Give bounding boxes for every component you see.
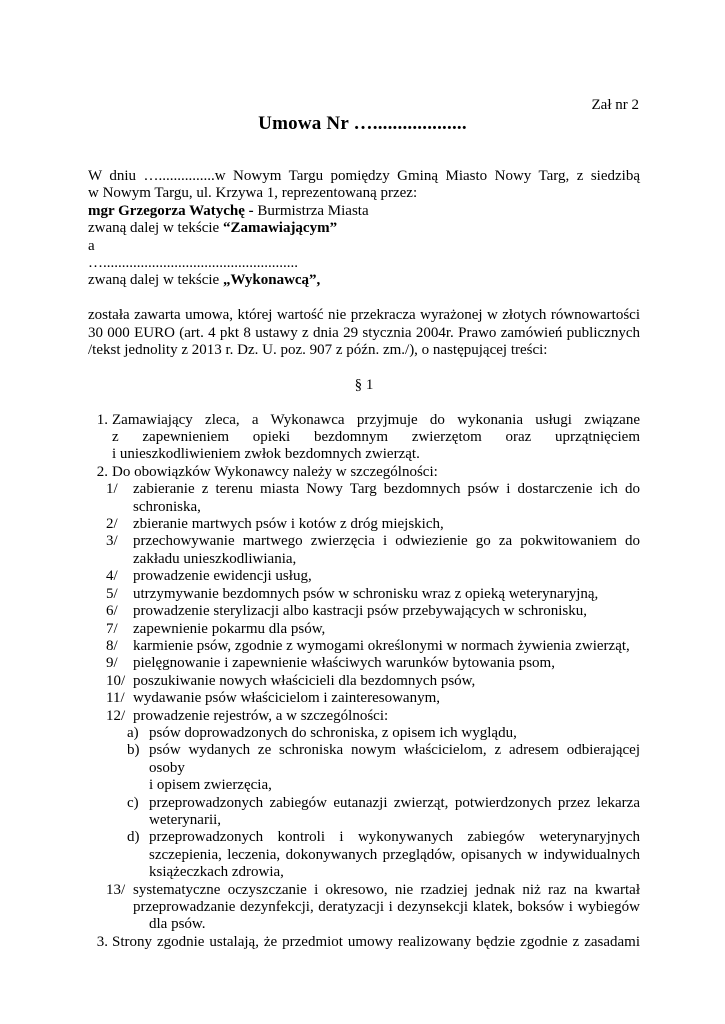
attachment-label: Zał nr 2 xyxy=(591,97,639,113)
list-item xyxy=(88,708,640,725)
paragraph-2-text: Do obowiązków Wykonawcy należy w szczególności: xyxy=(112,463,438,480)
list-item xyxy=(88,603,640,620)
contractor-prefix: zwaną dalej w tekście xyxy=(88,272,223,289)
intro-line-1: W dniu …...............w Nowym Targu pomiędzy Gminą Miasto Nowy Targ, z siedzibą xyxy=(88,168,640,184)
sub-list-item-line: książeczkach zdrowia, xyxy=(149,864,284,881)
list-item-line: zapewnienie pokarmu dla psów, xyxy=(133,620,326,637)
list-item-line: zabieranie z terenu miasta Nowy Targ bezdomnych psów i dostarczenie ich do xyxy=(133,481,640,498)
representative-name: mgr Grzegorza Watychę - xyxy=(88,202,254,219)
parties-block xyxy=(88,168,640,290)
list-item-number: 6/ xyxy=(106,603,118,620)
list-item-line: pielęgnowanie i zapewnienie właściwych warunków bytowania psom, xyxy=(133,655,555,672)
preamble-line-1: została zawarta umowa, której wartość nie przekracza wyrażonej w złotych równowartości xyxy=(88,307,640,324)
paragraph-1-number: 1. xyxy=(96,411,108,428)
list-item xyxy=(88,516,640,533)
list-item xyxy=(88,690,640,707)
paragraph-3 xyxy=(88,934,640,951)
document-body xyxy=(88,168,640,951)
list-item-line: zbieranie martwych psów i kotów z dróg miejskich, xyxy=(133,516,444,533)
sub-list-item-letter: d) xyxy=(127,829,140,846)
paragraph-2-number: 2. xyxy=(96,463,108,480)
list-item-line: prowadzenie rejestrów, a w szczególności: xyxy=(133,707,389,724)
preamble-line-3: /tekst jednolity z 2013 r. Dz. U. poz. 907 z późn. zm./), o następującej treści: xyxy=(88,342,548,359)
list-item-line: prowadzenie ewidencji usług, xyxy=(133,568,312,585)
preamble-block xyxy=(88,307,640,359)
list-item xyxy=(88,655,640,672)
list-item-line: wydawanie psów właścicielom i zainteresowanym, xyxy=(133,690,440,707)
ordering-party-name: “Zamawiającym” xyxy=(222,220,338,237)
conjunction-a: a xyxy=(88,237,95,254)
representative-role: Burmistrza Miasta xyxy=(253,202,369,219)
list-item-number: 4/ xyxy=(106,568,118,585)
list-item xyxy=(88,533,640,568)
sub-list-item-letter: a) xyxy=(127,724,139,741)
list-item-line: systematyczne oczyszczanie i okresowo, nie rzadziej jednak niż raz na kwartał xyxy=(133,881,640,898)
list-item xyxy=(88,882,640,934)
list-item-number: 5/ xyxy=(106,585,118,602)
paragraph-1-line-1: Zamawiający zleca, a Wykonawca przyjmuje do wykonania usługi związane xyxy=(112,411,640,428)
paragraph-1 xyxy=(88,412,640,464)
list-item-line: karmienie psów, zgodnie z wymogami określonymi w normach żywienia zwierząt, xyxy=(133,637,630,654)
sub-list-item-line: weterynarii, xyxy=(149,811,222,828)
sub-list-item-line: szczepienia, leczenia, dokonywanych przeglądów, opisanych w indywidualnych xyxy=(149,846,640,863)
list-item-line: przechowywanie martwego zwierzęcia i odwiezienie go za pokwitowaniem do xyxy=(133,533,640,550)
list-item-number: 1/ xyxy=(106,481,118,498)
list-item-number: 8/ xyxy=(106,637,118,654)
list-item xyxy=(88,586,640,603)
list-item-line: utrzymywanie bezdomnych psów w schronisku wraz z opieką weterynaryjną, xyxy=(133,585,599,602)
preamble-line-2: 30 000 EURO (art. 4 pkt 8 ustawy z dnia 29 stycznia 2004r. Prawo zamówień publicznych xyxy=(88,324,640,341)
list-item xyxy=(88,638,640,655)
sub-list-item-line: psów wydanych ze schroniska nowym właścicielom, z adresem odbierającej osoby xyxy=(149,742,640,776)
list-item-number: 13/ xyxy=(106,881,126,898)
sub-list-item xyxy=(88,795,640,830)
list-item-number: 2/ xyxy=(106,516,118,533)
paragraph-1-line-3: i unieszkodliwieniem zwłok bezdomnych zwierząt. xyxy=(112,446,420,463)
contract-title: Umowa Nr …................... xyxy=(258,113,467,134)
sub-list-item xyxy=(88,725,640,742)
list-item-number: 3/ xyxy=(106,533,118,550)
sub-list-item-line: i opisem zwierzęcia, xyxy=(149,777,272,794)
paragraph-1-line-2: z zapewnieniem opieki bezdomnym zwierzętom oraz uprzątnięciem xyxy=(112,429,640,446)
sub-list-item-letter: c) xyxy=(127,794,139,811)
list-item xyxy=(88,673,640,690)
list-item xyxy=(88,481,640,516)
list-item-number: 12/ xyxy=(106,707,126,724)
ordering-party-line xyxy=(88,220,640,237)
sub-list-item-line: psów doprowadzonych do schroniska, z opisem ich wyglądu, xyxy=(149,724,517,741)
intro-line-2: w Nowym Targu, ul. Krzywa 1, reprezentowaną przez: xyxy=(88,185,418,202)
list-item-line: prowadzenie sterylizacji albo kastracji psów przebywających w schronisku, xyxy=(133,603,587,620)
list-item xyxy=(88,568,640,585)
list-item-number: 9/ xyxy=(106,655,118,672)
ordering-party-prefix: zwaną dalej w tekście xyxy=(88,220,223,237)
sub-list-item-letter: b) xyxy=(127,742,140,759)
list-item-line: schroniska, xyxy=(133,498,201,515)
contractor-placeholder: ….................................................... xyxy=(88,255,298,272)
paragraph-2 xyxy=(88,464,640,481)
list-item-number: 11/ xyxy=(106,690,125,707)
paragraph-3-number: 3. xyxy=(96,933,108,950)
list-item-line: przeprowadzanie dezynfekcji, deratyzacji i dezynsekcji klatek, boksów i wybiegów xyxy=(133,899,640,916)
list-item-line: zakładu unieszkodliwiania, xyxy=(133,550,297,567)
sub-list-item xyxy=(88,742,640,794)
list-item-line: dla psów. xyxy=(149,916,206,933)
sub-list-item-line: przeprowadzonych zabiegów eutanazji zwierząt, potwierdzonych przez lekarza xyxy=(149,794,640,811)
sub-list-item xyxy=(88,829,640,881)
list-item-number: 10/ xyxy=(106,672,126,689)
contractor-line xyxy=(88,272,640,289)
sub-list-item-line: przeprowadzonych kontroli i wykonywanych zabiegów weterynaryjnych xyxy=(149,829,640,846)
contractor-name: „Wykonawcą”, xyxy=(222,272,321,289)
paragraph-3-line-1: Strony zgodnie ustalają, że przedmiot umowy realizowany będzie zgodnie z zasadami xyxy=(112,933,640,950)
section-heading: § 1 xyxy=(354,376,374,393)
list-item-number: 7/ xyxy=(106,620,118,637)
list-item-line: poszukiwanie nowych właścicieli dla bezdomnych psów, xyxy=(133,672,476,689)
list-item xyxy=(88,621,640,638)
representative-line xyxy=(88,203,640,220)
